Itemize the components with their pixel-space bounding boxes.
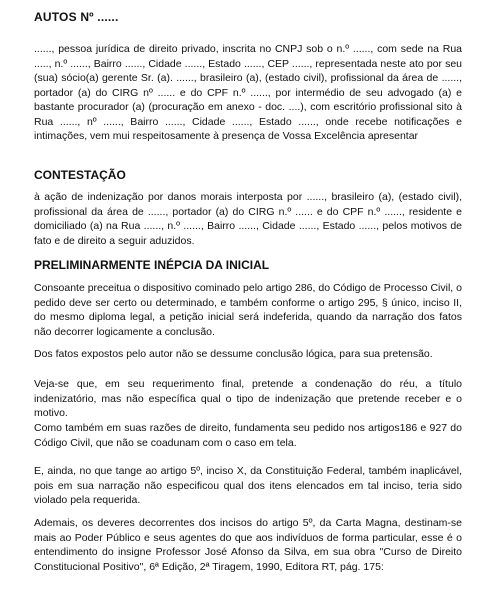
heading-preliminar: PRELIMINARMENTE INÉPCIA DA INICIAL bbox=[34, 258, 270, 272]
paragraph-3: Veja-se que, em seu requerimento final, pretende a condenação do réu, a título indenizatório, mas não específica qual o tipo de indenização que pretende receber e o motivo. bbox=[34, 378, 462, 419]
document-title: AUTOS Nº ...... bbox=[34, 10, 119, 24]
intro-paragraph: ......, pessoa jurídica de direito privado, inscrita no CNPJ sob o n.º ......, com sede na Rua ....., n.º ......, Bairro ......, Cidade ......, Estado ......, CEP ......, representada neste ato por seu (sua) sócio(a) gerente Sr. (a). ......, brasileiro (a), (estado civil), profissional da área de ......, portador (a) do CIRG nº ...... e do CPF n.º ......, por intermédio de seu advogado (a) e bastante procurador (a) (procuração em anexo - doc. ....), com escritório profissional sito à Rua ......, nº ......, Bairro ......, Cidade ......, Estado ......, onde recebe notificações e intimações, vem mui respeitosamente à presença de Vossa Excelência apresentar bbox=[34, 43, 462, 142]
paragraph-2: Dos fatos expostos pelo autor não se dessume conclusão lógica, para sua pretensão. bbox=[34, 348, 433, 360]
paragraph-4: Como também em suas razões de direito, fundamenta seu pedido nos artigos186 e 927 do Código Civil, que não se coadunam com o caso em tela. bbox=[34, 422, 462, 449]
paragraph-6: Ademais, os deveres decorrentes dos incisos do artigo 5º, da Carta Magna, destinam-se mais ao Poder Público e seus agentes do que aos indivíduos de forma particular, esse é o entendimento do insigne Professor José Afonso da Silva, em sua obra "Curso de Direito Constitucional Positivo", 6ª Edição, 2ª Tiragem, 1990, Editora RT, pág. 175: bbox=[34, 517, 462, 573]
contestacao-paragraph: à ação de indenização por danos morais interposta por ......, brasileiro (a), (estado civil), profissional da área de ......, portador (a) do CIRG n.º ...... e do CPF n.º ......, residente e domiciliado (a) na Rua ......, n.º ......, Bairro ......, Cidade ......, Estado ......, pelos motivos de fato e de direito a seguir aduzidos. bbox=[34, 191, 462, 247]
paragraph-5: E, ainda, no que tange ao artigo 5º, inciso X, da Constituição Federal, também inaplicável, pois em sua narração não especificou qual dos itens elencados em tal inciso, teria sido violado pela requerida. bbox=[34, 465, 462, 506]
heading-contestacao: CONTESTAÇÃO bbox=[34, 168, 126, 182]
paragraph-1: Consoante preceitua o dispositivo cominado pelo artigo 286, do Código de Processo Civil, o pedido deve ser certo ou determinado, e também conforme o artigo 295, § único, inciso II, do mesmo diploma legal, a petição inicial será indeferida, quando da narração dos fatos não decorrer logicamente a conclusão. bbox=[34, 282, 462, 338]
